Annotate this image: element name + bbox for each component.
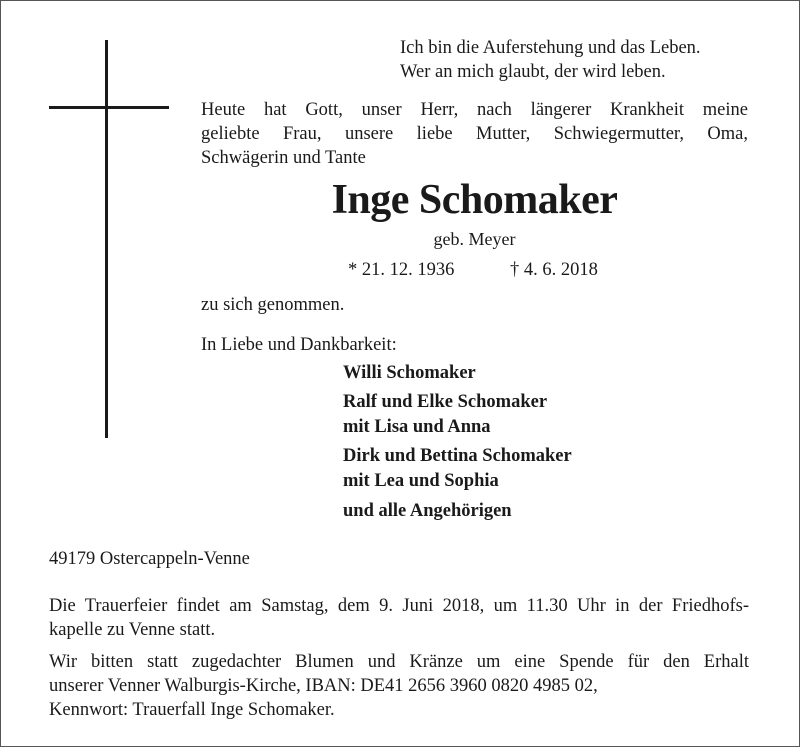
intro-line-3: Schwägerin und Tante bbox=[201, 148, 366, 168]
verse-line-1: Ich bin die Auferstehung und das Leben. bbox=[400, 38, 701, 58]
mourner-line: und alle Angehörigen bbox=[343, 501, 512, 521]
cross-vertical-bar bbox=[105, 40, 108, 438]
mourner-line: Willi Schomaker bbox=[343, 363, 476, 383]
birth-date: * 21. 12. 1936 bbox=[348, 260, 455, 280]
death-date: † 4. 6. 2018 bbox=[510, 260, 598, 280]
donation-line-3: Kennwort: Trauerfall Inge Schomaker. bbox=[49, 700, 335, 720]
mourner-line: mit Lisa und Anna bbox=[343, 417, 491, 437]
donation-line-1: Wir bitten statt zugedachter Blumen und Kränze um eine Spende für den Erhalt bbox=[49, 652, 749, 672]
cross-horizontal-bar bbox=[49, 106, 169, 109]
intro-line-1: Heute hat Gott, unser Herr, nach längerer Krankheit meine bbox=[201, 100, 748, 120]
service-line-2: kapelle zu Venne statt. bbox=[49, 620, 216, 640]
mourner-line: Ralf und Elke Schomaker bbox=[343, 392, 548, 412]
mourner-line: Dirk und Bettina Schomaker bbox=[343, 446, 572, 466]
birth-name: geb. Meyer bbox=[433, 229, 516, 249]
intro-text bbox=[201, 98, 748, 170]
taken-text: zu sich genommen. bbox=[201, 295, 345, 315]
deceased-name: Inge Schomaker bbox=[331, 177, 618, 223]
service-line-1: Die Trauerfeier findet am Samstag, dem 9. Juni 2018, um 11.30 Uhr in der Friedhofs- bbox=[49, 596, 749, 616]
verse-line-2: Wer an mich glaubt, der wird leben. bbox=[400, 62, 666, 82]
bible-verse bbox=[400, 36, 701, 84]
mourner-line: mit Lea und Sophia bbox=[343, 471, 499, 491]
location: 49179 Ostercappeln-Venne bbox=[49, 549, 250, 569]
intro-line-2: geliebte Frau, unsere liebe Mutter, Schwiegermutter, Oma, bbox=[201, 124, 748, 144]
service-info bbox=[49, 594, 749, 642]
donation-line-2: unserer Venner Walburgis-Kirche, IBAN: DE41 2656 3960 0820 4985 02, bbox=[49, 676, 598, 696]
donation-info bbox=[49, 650, 749, 722]
thanks-text: In Liebe und Dankbarkeit: bbox=[201, 335, 397, 355]
